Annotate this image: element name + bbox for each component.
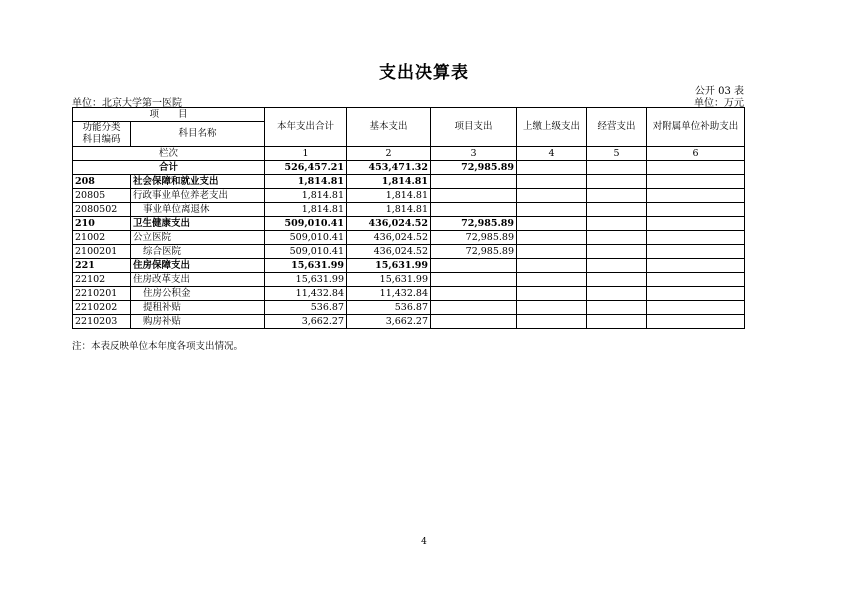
column-index: 2: [347, 147, 431, 161]
subject-name: 购房补贴: [131, 315, 265, 329]
header-func-code: [73, 122, 131, 147]
amount-cell: 536.87: [347, 301, 431, 315]
amount-cell: [587, 315, 647, 329]
subject-code: 2080502: [73, 203, 131, 217]
amount-cell: [431, 175, 517, 189]
amount-cell: [587, 301, 647, 315]
amount-cell: [587, 259, 647, 273]
header-subject-name: 科目名称: [131, 122, 265, 147]
subject-code: 21002: [73, 231, 131, 245]
table-row: [73, 287, 745, 301]
amount-cell: [517, 259, 587, 273]
form-number: 公开 03 表: [694, 86, 744, 97]
amount-cell: [431, 259, 517, 273]
unit-row: [72, 94, 744, 109]
total-label: 合计: [73, 161, 265, 175]
table-row: [73, 203, 745, 217]
amount-cell: 11,432.84: [347, 287, 431, 301]
amount-cell: [517, 231, 587, 245]
subject-name: 社会保障和就业支出: [131, 175, 265, 189]
amount-cell: [647, 273, 745, 287]
subject-code: 210: [73, 217, 131, 231]
amount-cell: [517, 273, 587, 287]
reporting-unit: 单位：北京大学第一医院: [72, 98, 182, 109]
amount-cell: [587, 245, 647, 259]
amount-cell: [517, 245, 587, 259]
column-index: 4: [517, 147, 587, 161]
table-row: [73, 231, 745, 245]
subject-code: 2210203: [73, 315, 131, 329]
total-value: 453,471.32: [347, 161, 431, 175]
amount-cell: 436,024.52: [347, 231, 431, 245]
amount-cell: [647, 231, 745, 245]
amount-cell: 15,631.99: [347, 259, 431, 273]
amount-cell: [431, 301, 517, 315]
total-row: [73, 161, 745, 175]
subject-code: 22102: [73, 273, 131, 287]
table-row: [73, 175, 745, 189]
subject-code: 2210201: [73, 287, 131, 301]
header-col-4: 上缴上级支出: [517, 108, 587, 147]
amount-cell: [647, 315, 745, 329]
amount-cell: 509,010.41: [265, 245, 347, 259]
amount-cell: 436,024.52: [347, 245, 431, 259]
table-row: [73, 217, 745, 231]
subject-name: 公立医院: [131, 231, 265, 245]
total-value: [517, 161, 587, 175]
table-row: [73, 245, 745, 259]
amount-cell: [647, 203, 745, 217]
total-value: 72,985.89: [431, 161, 517, 175]
amount-cell: 1,814.81: [265, 175, 347, 189]
amount-cell: [587, 175, 647, 189]
table-note: 注：本表反映单位本年度各项支出情况。: [72, 341, 244, 352]
column-index: 6: [647, 147, 745, 161]
amount-cell: 509,010.41: [265, 217, 347, 231]
subject-name: 行政事业单位养老支出: [131, 189, 265, 203]
amount-cell: [647, 189, 745, 203]
page-number: 4: [421, 537, 427, 547]
amount-cell: 3,662.27: [265, 315, 347, 329]
table-row: [73, 273, 745, 287]
table-row: [73, 259, 745, 273]
column-index: 3: [431, 147, 517, 161]
amount-cell: [431, 315, 517, 329]
amount-cell: [587, 217, 647, 231]
amount-cell: [431, 203, 517, 217]
amount-cell: [517, 301, 587, 315]
amount-cell: 536.87: [265, 301, 347, 315]
subject-code: 20805: [73, 189, 131, 203]
column-index: 5: [587, 147, 647, 161]
header-func-code-line1: 功能分类: [82, 122, 121, 133]
subject-code: 208: [73, 175, 131, 189]
amount-cell: [647, 287, 745, 301]
amount-cell: [587, 287, 647, 301]
column-index-row: [73, 147, 745, 161]
header-col-2: 基本支出: [347, 108, 431, 147]
amount-cell: [431, 287, 517, 301]
amount-cell: [647, 259, 745, 273]
amount-cell: [517, 189, 587, 203]
header-col-1: 本年支出合计: [265, 108, 347, 147]
amount-cell: [647, 175, 745, 189]
amount-cell: [587, 231, 647, 245]
table-row: [73, 301, 745, 315]
amount-cell: 72,985.89: [431, 231, 517, 245]
header-item: 项 目: [73, 108, 265, 122]
subject-name: 住房保障支出: [131, 259, 265, 273]
amount-cell: [517, 217, 587, 231]
amount-cell: 72,985.89: [431, 217, 517, 231]
subject-code: 2100201: [73, 245, 131, 259]
currency-unit: 单位：万元: [694, 98, 744, 109]
header-func-code-line2: 科目编码: [82, 134, 121, 145]
amount-cell: 1,814.81: [347, 189, 431, 203]
amount-cell: 1,814.81: [265, 189, 347, 203]
table-row: [73, 189, 745, 203]
amount-cell: [647, 245, 745, 259]
amount-cell: [517, 175, 587, 189]
header-col-6: 对附属单位补助支出: [647, 108, 745, 147]
subject-name: 卫生健康支出: [131, 217, 265, 231]
amount-cell: [587, 189, 647, 203]
amount-cell: [517, 315, 587, 329]
header-col-5: 经营支出: [587, 108, 647, 147]
subject-name: 提租补贴: [131, 301, 265, 315]
expenditure-table: [72, 107, 745, 329]
column-index: 1: [265, 147, 347, 161]
report-title: 支出决算表: [379, 63, 469, 83]
header-row-item: [73, 108, 745, 122]
amount-cell: 15,631.99: [265, 259, 347, 273]
amount-cell: 1,814.81: [347, 175, 431, 189]
amount-cell: [587, 273, 647, 287]
subject-code: 2210202: [73, 301, 131, 315]
amount-cell: 72,985.89: [431, 245, 517, 259]
total-value: [647, 161, 745, 175]
header-col-3: 项目支出: [431, 108, 517, 147]
amount-cell: [647, 301, 745, 315]
column-index-label: 栏次: [73, 147, 265, 161]
subject-name: 事业单位离退休: [131, 203, 265, 217]
subject-name: 住房公积金: [131, 287, 265, 301]
total-value: [587, 161, 647, 175]
amount-cell: 15,631.99: [347, 273, 431, 287]
amount-cell: [587, 203, 647, 217]
amount-cell: [647, 217, 745, 231]
total-value: 526,457.21: [265, 161, 347, 175]
subject-code: 221: [73, 259, 131, 273]
amount-cell: 1,814.81: [347, 203, 431, 217]
amount-cell: [517, 287, 587, 301]
table-row: [73, 315, 745, 329]
amount-cell: [431, 189, 517, 203]
subject-name: 住房改革支出: [131, 273, 265, 287]
amount-cell: 1,814.81: [265, 203, 347, 217]
amount-cell: 509,010.41: [265, 231, 347, 245]
amount-cell: 436,024.52: [347, 217, 431, 231]
amount-cell: 11,432.84: [265, 287, 347, 301]
subject-name: 综合医院: [131, 245, 265, 259]
amount-cell: 15,631.99: [265, 273, 347, 287]
amount-cell: 3,662.27: [347, 315, 431, 329]
amount-cell: [517, 203, 587, 217]
amount-cell: [431, 273, 517, 287]
